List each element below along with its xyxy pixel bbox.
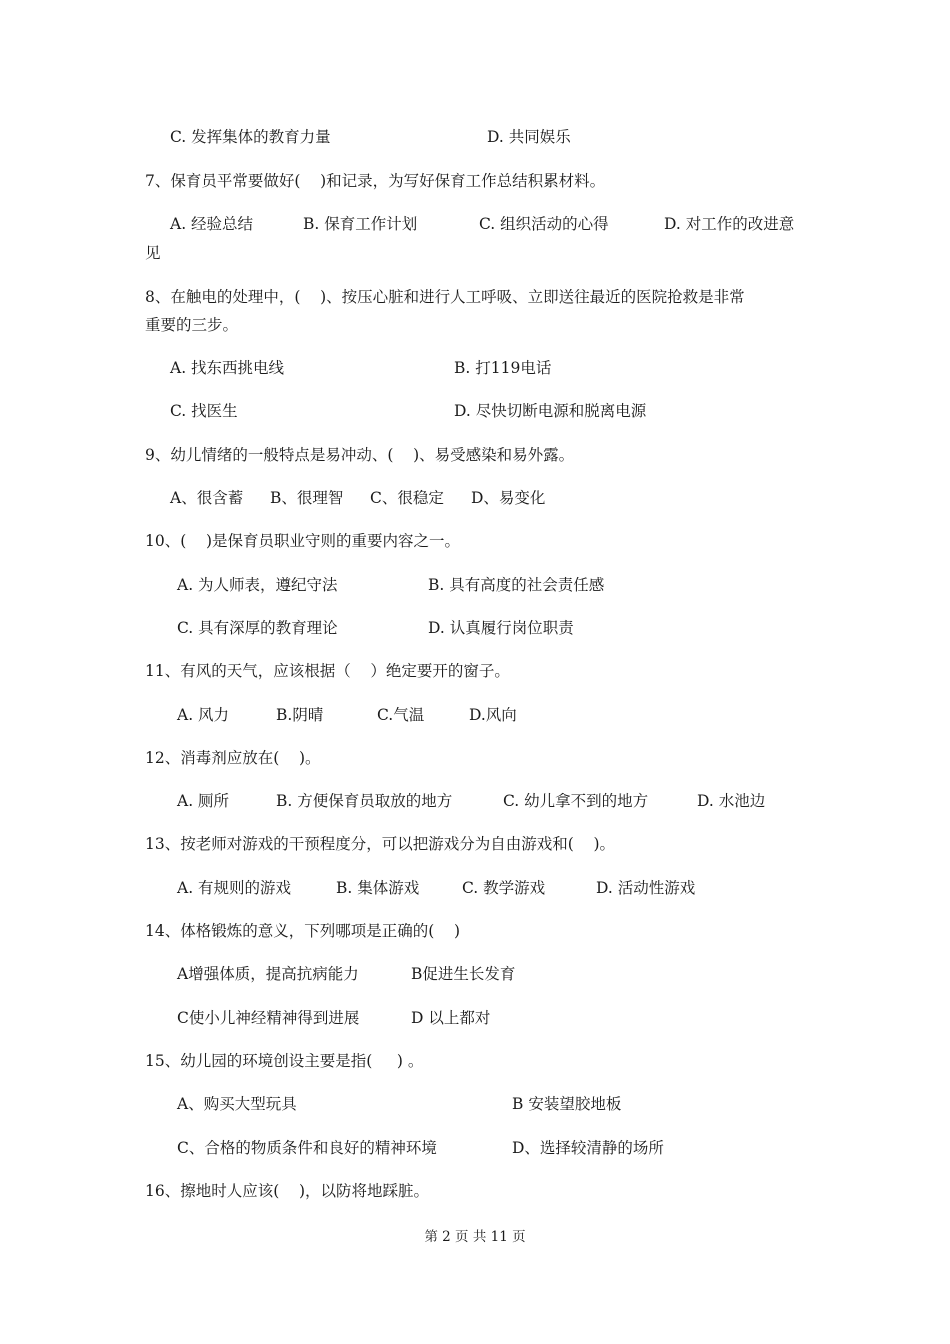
q11-option-d: D.风向 (469, 706, 517, 724)
q10-option-b: B. 具有高度的社会责任感 (428, 576, 605, 594)
q13-stem: 13、按老师对游戏的干预程度分，可以把游戏分为自由游戏和( )。 (145, 835, 616, 853)
q7-option-d: D. 对工作的改进意 (664, 215, 795, 233)
q15-option-d: D、选择较清静的场所 (512, 1139, 664, 1157)
q11-option-b: B.阴晴 (276, 706, 324, 724)
q13-option-a: A. 有规则的游戏 (177, 879, 292, 897)
q14-option-c: C使小儿神经精神得到进展 (177, 1009, 360, 1027)
q9-option-d: D、易变化 (471, 489, 546, 507)
page-number-footer: 第 2 页 共 11 页 (424, 1229, 526, 1245)
q6-option-c: C. 发挥集体的教育力量 (170, 128, 331, 146)
q15-stem: 15、幼儿园的环境创设主要是指( ) 。 (145, 1052, 424, 1070)
q11-option-c: C.气温 (377, 706, 425, 724)
q9-option-b: B、很理智 (270, 489, 344, 507)
q8-option-a: A. 找东西挑电线 (170, 359, 285, 377)
q13-option-d: D. 活动性游戏 (596, 879, 696, 897)
q12-stem: 12、消毒剂应放在( )。 (145, 749, 321, 767)
q7-option-a: A. 经验总结 (170, 215, 254, 233)
q14-stem: 14、体格锻炼的意义，下列哪项是正确的( ) (145, 922, 461, 940)
q7-option-b: B. 保育工作计划 (303, 215, 418, 233)
q7-option-d-continued: 见 (145, 244, 161, 262)
q6-option-d: D. 共同娱乐 (487, 128, 571, 146)
q8-option-d: D. 尽快切断电源和脱离电源 (454, 402, 647, 420)
q7-option-c: C. 组织活动的心得 (479, 215, 609, 233)
q13-option-c: C. 教学游戏 (462, 879, 546, 897)
q10-option-c: C. 具有深厚的教育理论 (177, 619, 338, 637)
q9-option-c: C、很稳定 (370, 489, 444, 507)
q14-option-b: B促进生长发育 (411, 965, 516, 983)
q14-option-d: D 以上都对 (411, 1009, 491, 1027)
q8-stem-line1: 8、在触电的处理中，( )、按压心脏和进行人工呼吸、立即送往最近的医院抢救是非常 (145, 288, 745, 306)
q15-option-b: B 安装望胶地板 (512, 1095, 622, 1113)
q16-stem: 16、擦地时人应该( )，以防将地踩脏。 (145, 1182, 430, 1200)
q10-stem: 10、( )是保育员职业守则的重要内容之一。 (145, 532, 461, 550)
q12-option-b: B. 方便保育员取放的地方 (276, 792, 453, 810)
q9-option-a: A、很含蓄 (170, 489, 244, 507)
q12-option-d: D. 水池边 (697, 792, 766, 810)
q10-option-a: A. 为人师表，遵纪守法 (177, 576, 338, 594)
q8-option-c: C. 找医生 (170, 402, 238, 420)
q12-option-a: A. 厕所 (177, 792, 230, 810)
q15-option-c: C、合格的物质条件和良好的精神环境 (177, 1139, 437, 1157)
q15-option-a: A、购买大型玩具 (177, 1095, 297, 1113)
q13-option-b: B. 集体游戏 (336, 879, 420, 897)
q11-option-a: A. 风力 (177, 706, 230, 724)
q7-stem: 7、保育员平常要做好( )和记录，为写好保育工作总结积累材料。 (145, 172, 606, 190)
q8-option-b: B. 打119电话 (454, 359, 552, 377)
q14-option-a: A增强体质，提高抗病能力 (177, 965, 359, 983)
q9-stem: 9、幼儿情绪的一般特点是易冲动、( )、易受感染和易外露。 (145, 446, 575, 464)
q10-option-d: D. 认真履行岗位职责 (428, 619, 574, 637)
q8-stem-line2: 重要的三步。 (145, 316, 239, 334)
q12-option-c: C. 幼儿拿不到的地方 (503, 792, 649, 810)
q11-stem: 11、有风的天气，应该根据（ ）绝定要开的窗子。 (145, 662, 510, 680)
